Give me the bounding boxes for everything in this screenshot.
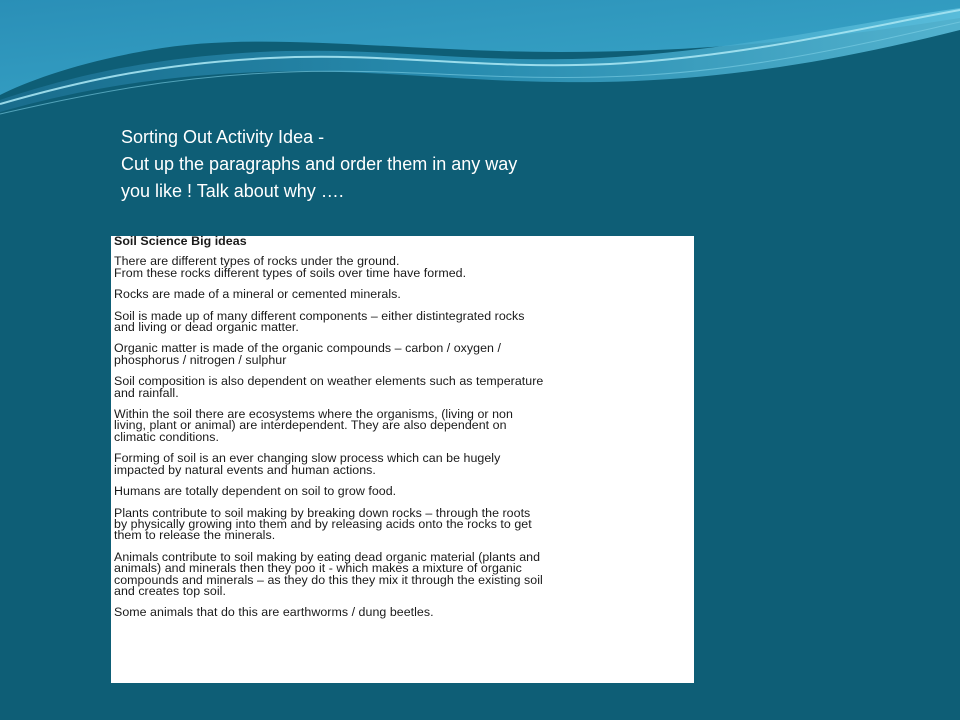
intro-line-1: Sorting Out Activity Idea - [121, 127, 325, 147]
document-title: Soil Science Big ideas [114, 236, 247, 248]
paragraph: Rocks are made of a mineral or cemented minerals. [114, 287, 401, 302]
paragraph: Forming of soil is an ever changing slow process which can be hugely impacted by natural events and human actions. [114, 451, 501, 477]
paragraph: Soil is made up of many different components – either distintegrated rocks and living or dead organic matter. [114, 308, 525, 335]
intro-line-2: Cut up the paragraphs and order them in any way [121, 154, 518, 174]
paragraph: There are different types of rocks under the ground. From these rocks different types of soils over time have formed. [114, 254, 467, 280]
decorative-wave-header [0, 0, 960, 130]
paragraph: Within the soil there are ecosystems where the organisms, (living or non living, plant or animal) are interdependent. They are also dependent on climatic conditions. [114, 407, 513, 444]
soil-science-document-image [111, 236, 694, 683]
paragraph: Animals contribute to soil making by eating dead organic material (plants and animals) and minerals then they poo it - which makes a mixture of organic compounds and minerals – as they do this they mix it through the existing soil and creates top soil. [114, 549, 543, 598]
paragraph: Soil composition is also dependent on weather elements such as temperature and rainfall. [114, 374, 544, 400]
intro-line-3: you like ! Talk about why …. [121, 181, 344, 201]
activity-instructions [121, 124, 681, 205]
paragraph: Organic matter is made of the organic compounds – carbon / oxygen / phosphorus / nitrogen / sulphur [114, 341, 501, 367]
paragraph: Some animals that do this are earthworms / dung beetles. [114, 605, 434, 620]
paragraph: Humans are totally dependent on soil to grow food. [114, 484, 397, 499]
paragraph: Plants contribute to soil making by breaking down rocks – through the roots by physically growing into them and by releasing acids onto the rocks to get them to release the minerals. [114, 505, 532, 543]
